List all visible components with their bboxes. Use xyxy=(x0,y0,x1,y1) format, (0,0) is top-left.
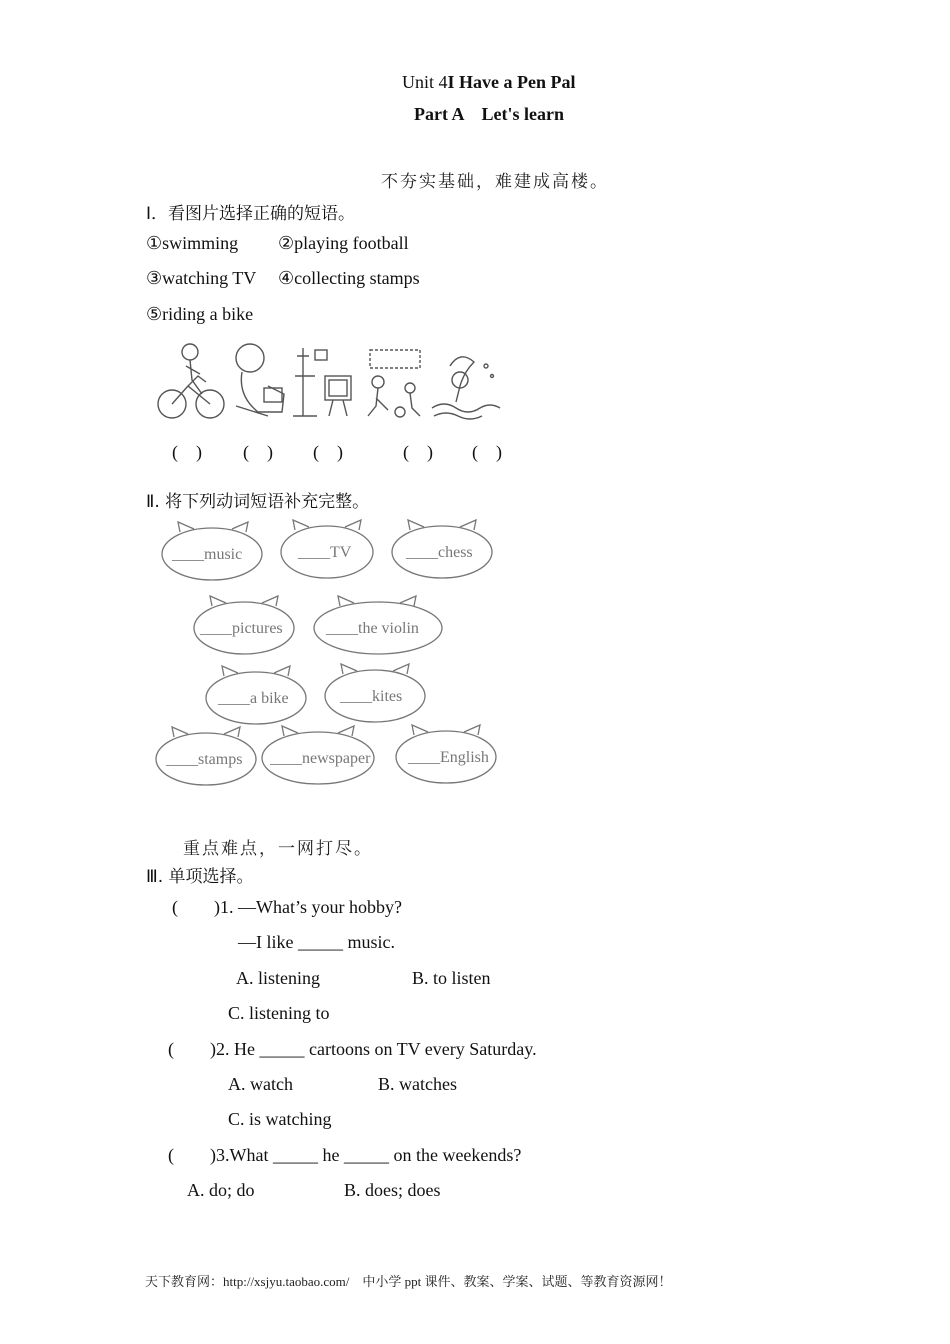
q1-option-a[interactable]: A. listening xyxy=(236,968,320,988)
unit-title xyxy=(402,72,576,93)
bubble-text-kites: ____kites xyxy=(340,688,403,705)
swimmer-icon xyxy=(432,357,500,419)
bubble-text-music: ____music xyxy=(172,546,243,563)
q3-stem: ( )3.What _____ he _____ on the weekends? xyxy=(168,1145,522,1165)
q3-option-b[interactable]: B. does; does xyxy=(344,1180,441,1200)
q1-option-b[interactable]: B. to listen xyxy=(412,968,491,988)
q1-stem: ( )1. —What’s your hobby? xyxy=(172,897,402,917)
q2-stem: ( )2. He _____ cartoons on TV every Saturday. xyxy=(168,1039,537,1059)
answer-bracket-2[interactable]: ( ) xyxy=(243,442,273,462)
verb-bubbles xyxy=(150,518,510,798)
page-footer: 天下教育网：http://xsjyu.taobao.com/ 中小学 ppt 课件、教案、学案、试题、等教育资源网！ xyxy=(145,1274,672,1289)
option-2: ②playing football xyxy=(278,233,409,253)
section3-heading: Ⅲ. 单项选择。 xyxy=(146,867,254,887)
bubble-text-pictures: ____pictures xyxy=(200,620,283,637)
q1-line2: —I like _____ music. xyxy=(238,932,395,952)
hobby-pictures xyxy=(150,336,510,426)
option-4: ④collecting stamps xyxy=(278,268,420,288)
motto-key-points: 重点难点，一网打尽。 xyxy=(183,839,373,859)
unit-prefix: Unit 4 xyxy=(402,72,448,92)
bubble-text-stamps: ____stamps xyxy=(166,751,243,768)
bubble-text-chess: ____chess xyxy=(406,544,473,561)
part-title: Part A Let's learn xyxy=(414,104,564,124)
q1-option-c[interactable]: C. listening to xyxy=(228,1003,330,1023)
bubble-text-bike: ____a bike xyxy=(218,690,289,707)
option-3: ③watching TV xyxy=(146,268,257,288)
bubble-text-violin: ____the violin xyxy=(326,620,419,637)
q2-option-b[interactable]: B. watches xyxy=(378,1074,457,1094)
answer-bracket-3[interactable]: ( ) xyxy=(313,442,343,462)
q2-option-c[interactable]: C. is watching xyxy=(228,1109,332,1129)
unit-name: I Have a Pen Pal xyxy=(447,72,576,92)
q3-option-a[interactable]: A. do; do xyxy=(187,1180,255,1200)
motto-foundation: 不夯实基础，难建成高楼。 xyxy=(381,172,609,192)
answer-bracket-5[interactable]: ( ) xyxy=(472,442,502,462)
stamp-collector-icon xyxy=(236,344,284,416)
bubble-text-english: ____English xyxy=(408,749,489,766)
section2-heading: Ⅱ. 将下列动词短语补充完整。 xyxy=(146,492,370,512)
option-5: ⑤riding a bike xyxy=(146,304,254,324)
bike-rider-icon xyxy=(158,344,224,418)
answer-bracket-4[interactable]: ( ) xyxy=(403,442,433,462)
answer-bracket-1[interactable]: ( ) xyxy=(172,442,202,462)
tv-watcher-icon xyxy=(293,348,351,416)
option-1: ①swimming xyxy=(146,233,239,253)
bubble-text-newspaper: ____newspaper xyxy=(270,750,371,767)
section1-heading: Ⅰ．看图片选择正确的短语。 xyxy=(146,204,356,224)
q2-option-a[interactable]: A. watch xyxy=(228,1074,293,1094)
football-player-icon xyxy=(368,350,420,417)
bubble-text-tv: ____TV xyxy=(298,544,352,561)
